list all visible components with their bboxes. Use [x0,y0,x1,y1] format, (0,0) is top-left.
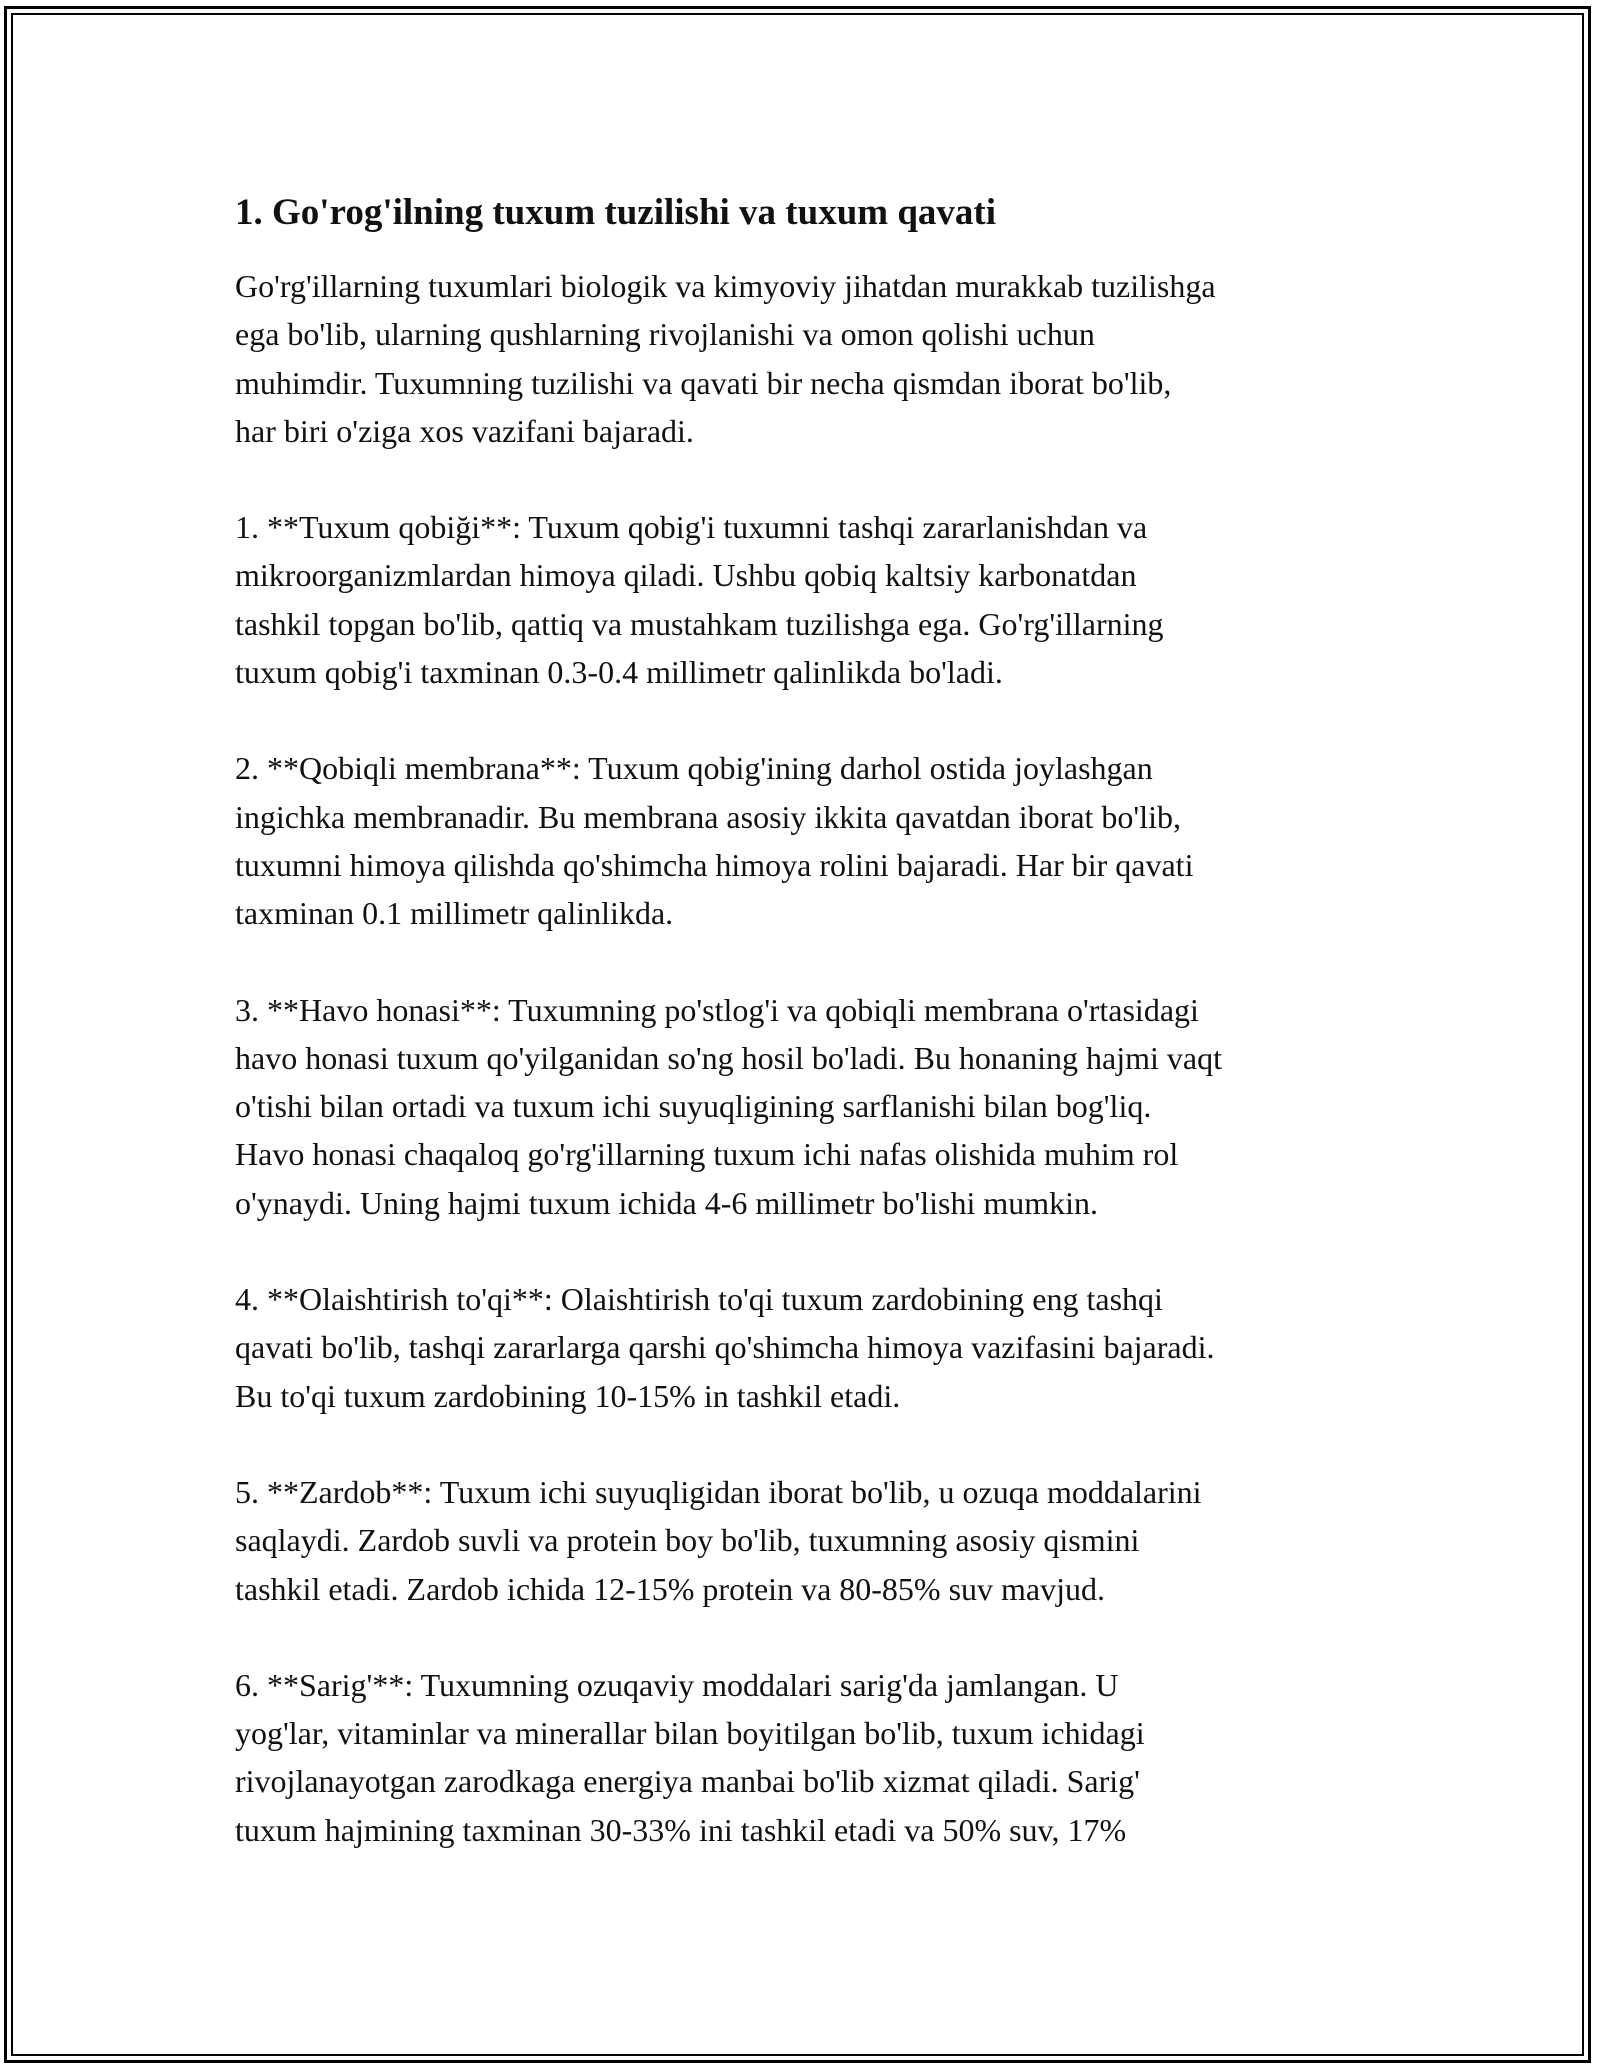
text-line: tashkil etadi. Zardob ichida 12-15% protein va 80-85% suv mavjud. [235,1570,1106,1607]
text-line: yog'lar, vitaminlar va minerallar bilan boyitilgan bo'lib, tuxum ichidagi [235,1715,1145,1752]
text-line: tashkil topgan bo'lib, qattiq va mustahkam tuzilishga ega. Go'rg'illarning [235,605,1164,642]
text-line: ega bo'lib, ularning qushlarning rivojlanishi va omon qolishi uchun [235,316,1095,353]
document-body [235,188,1395,1902]
text-line: Go'rg'illarning tuxumlari biologik va kimyoviy jihatdan murakkab tuzilishga [235,268,1216,304]
item-qobiqli-membrana [235,744,1395,937]
text-line: muhimdir. Tuxumning tuzilishi va qavati bir necha qismdan iborat bo'lib, [235,364,1172,401]
item-sarig [235,1661,1395,1854]
text-line: 6. **Sarig'**: Tuxumning ozuqaviy moddalari sarig'da jamlangan. U [235,1666,1119,1703]
text-line: tuxumni himoya qilishda qo'shimcha himoya rolini bajaradi. Har bir qavati [235,846,1194,883]
text-line: mikroorganizmlardan himoya qiladi. Ushbu qobiq kaltsiy karbonatdan [235,557,1137,594]
text-line: har biri o'ziga xos vazifani bajaradi. [235,412,694,449]
text-line: saqlaydi. Zardob suvli va protein boy bo'lib, tuxumning asosiy qismini [235,1522,1140,1559]
text-line: rivojlanayotgan zarodkaga energiya manbai bo'lib xizmat qiladi. Sarig' [235,1763,1140,1800]
item-havo-honasi [235,986,1395,1227]
text-line: 1. **Tuxum qobiği**: Tuxum qobig'i tuxumni tashqi zararlanishdan va [235,509,1148,546]
text-line: qavati bo'lib, tashqi zararlarga qarshi qo'shimcha himoya vazifasini bajaradi. [235,1329,1215,1366]
text-line: Bu to'qi tuxum zardobining 10-15% in tashkil etadi. [235,1377,901,1414]
text-line: tuxum hajmining taxminan 30-33% ini tashkil etadi va 50% suv, 17% [235,1811,1127,1848]
item-olaishtirish-toqi [235,1275,1395,1420]
item-zardob [235,1468,1395,1613]
text-line: o'tishi bilan ortadi va tuxum ichi suyuqligining sarflanishi bilan bog'liq. [235,1088,1152,1125]
text-line: 3. **Havo honasi**: Tuxumning po'stlog'i va qobiqli membrana o'rtasidagi [235,991,1199,1028]
text-line: 2. **Qobiqli membrana**: Tuxum qobig'ining darhol ostida joylashgan [235,750,1153,787]
text-line: Havo honasi chaqaloq go'rg'illarning tuxum ichi nafas olishida muhim rol [235,1136,1179,1173]
section-heading: 1. Go'rog'ilning tuxum tuzilishi va tuxum qavati [235,192,997,233]
text-line: tuxum qobig'i taxminan 0.3-0.4 millimetr qalinlikda bo'ladi. [235,654,1003,691]
text-line: havo honasi tuxum qo'yilganidan so'ng hosil bo'ladi. Bu honaning hajmi vaqt [235,1039,1222,1076]
text-line: taxminan 0.1 millimetr qalinlikda. [235,895,674,932]
text-line: ingichka membranadir. Bu membrana asosiy ikkita qavatdan iborat bo'lib, [235,798,1181,835]
text-line: o'ynaydi. Uning hajmi tuxum ichida 4-6 millimetr bo'lishi mumkin. [235,1184,1099,1221]
intro-paragraph [235,262,1395,455]
text-line: 5. **Zardob**: Tuxum ichi suyuqligidan iborat bo'lib, u ozuqa moddalarini [235,1473,1202,1510]
item-tuxum-qobigi [235,503,1395,696]
text-line: 4. **Olaishtirish to'qi**: Olaishtirish to'qi tuxum zardobining eng tashqi [235,1281,1163,1318]
